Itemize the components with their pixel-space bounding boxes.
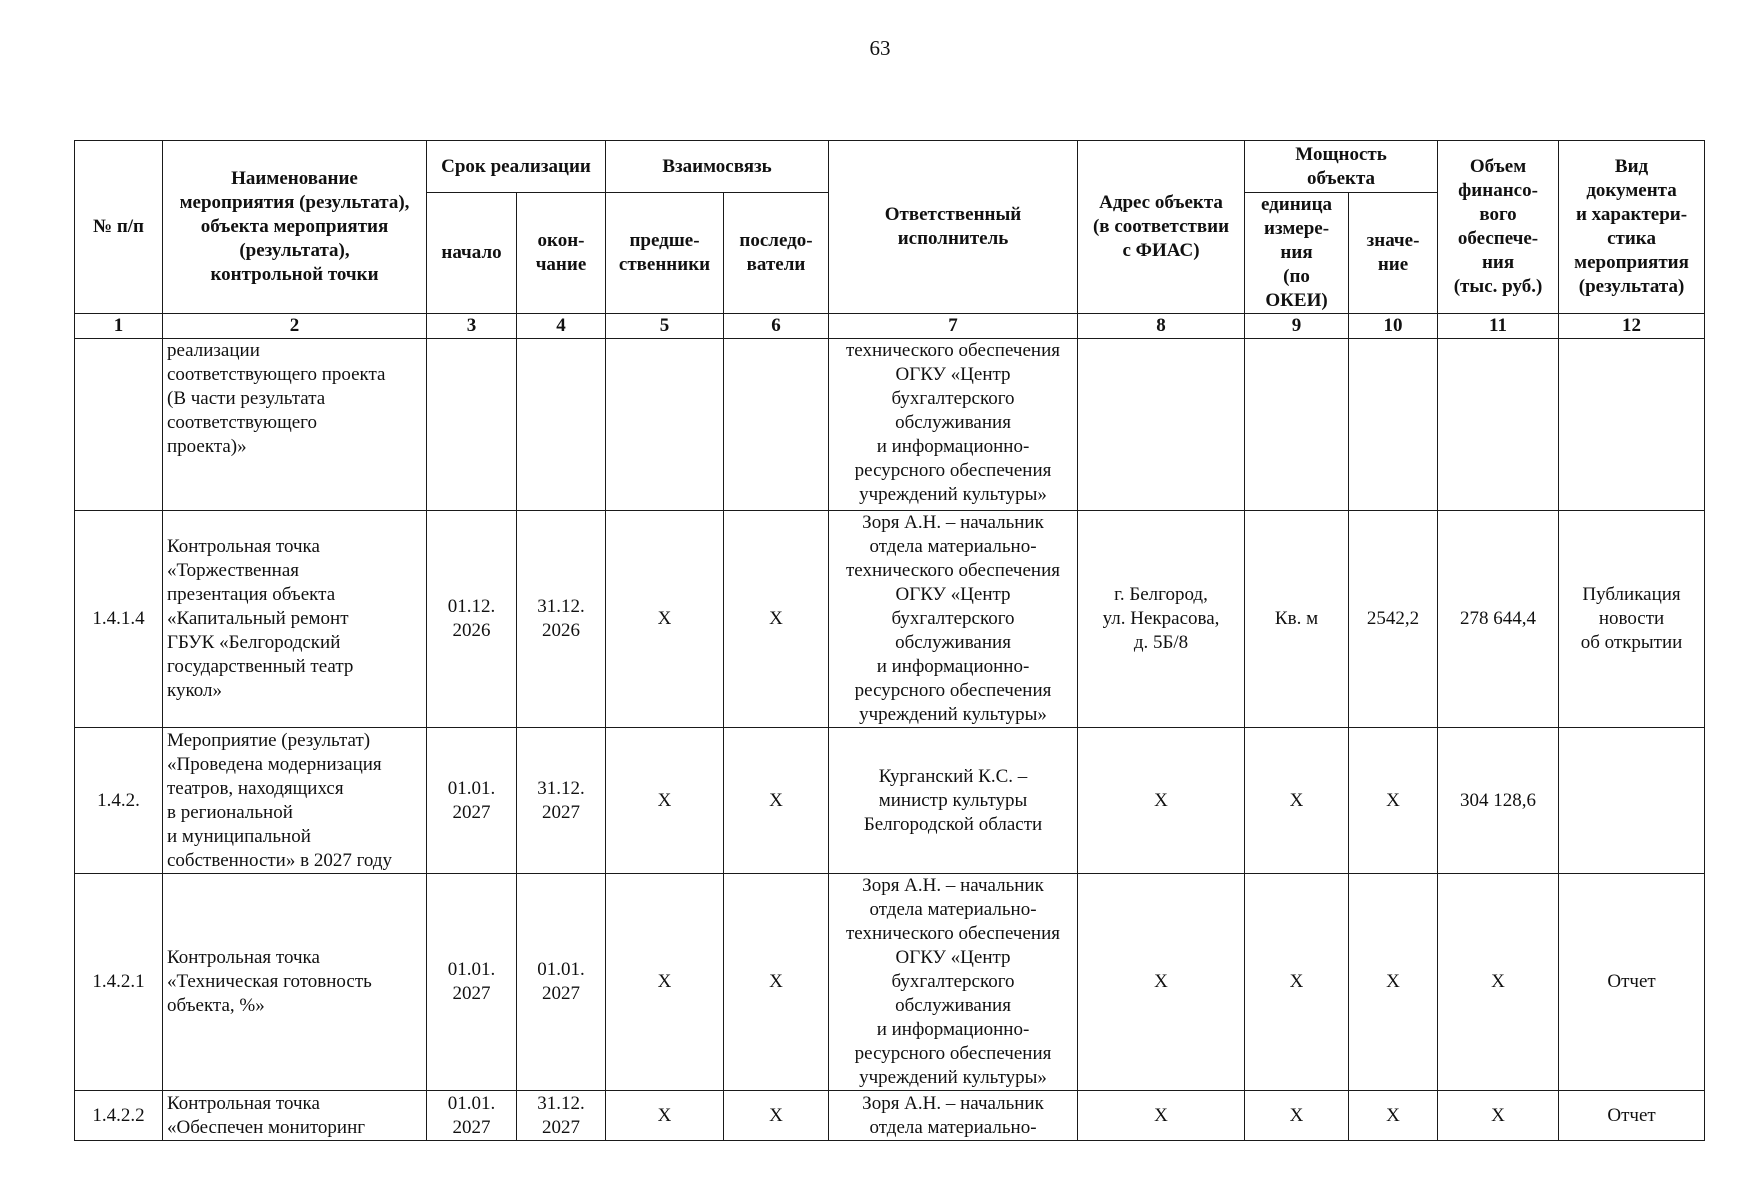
cell-funding: X xyxy=(1438,874,1559,1091)
cell-address: X xyxy=(1078,1091,1245,1141)
header-responsible: Ответственный исполнитель xyxy=(829,141,1078,314)
cell-value: 2542,2 xyxy=(1349,511,1438,728)
cell-end: 31.12. 2027 xyxy=(517,1091,606,1141)
header-start: начало xyxy=(427,193,517,314)
cell-unit: X xyxy=(1245,1091,1349,1141)
cell-end: 31.12. 2026 xyxy=(517,511,606,728)
column-number: 12 xyxy=(1559,314,1705,339)
cell-funding xyxy=(1438,339,1559,511)
column-number: 4 xyxy=(517,314,606,339)
cell-predecessors: X xyxy=(606,728,724,874)
header-end: окон- чание xyxy=(517,193,606,314)
cell-responsible: Зоря А.Н. – начальник отдела материально- xyxy=(829,1091,1078,1141)
cell-value: X xyxy=(1349,1091,1438,1141)
column-number: 6 xyxy=(724,314,829,339)
cell-successors xyxy=(724,339,829,511)
cell-value xyxy=(1349,339,1438,511)
cell-num: 1.4.2.2 xyxy=(75,1091,163,1141)
column-number-row xyxy=(75,314,1705,339)
page-number: 63 xyxy=(869,36,891,60)
cell-responsible: технического обеспечения ОГКУ «Центр бухгалтерского обслуживания и информационно- ресурсного обеспечения учреждений культуры» xyxy=(829,339,1078,511)
column-number: 1 xyxy=(75,314,163,339)
cell-doc: Отчет xyxy=(1559,1091,1705,1141)
table-row xyxy=(75,511,1705,728)
cell-predecessors: X xyxy=(606,874,724,1091)
cell-responsible: Зоря А.Н. – начальник отдела материально- технического обеспечения ОГКУ «Центр бухгалтерского обслуживания и информационно- ресурсного обеспечения учреждений культуры» xyxy=(829,874,1078,1091)
cell-address: г. Белгород, ул. Некрасова, д. 5Б/8 xyxy=(1078,511,1245,728)
table-row xyxy=(75,728,1705,874)
header-period: Срок реализации xyxy=(427,141,606,193)
header-capacity: Мощность объекта xyxy=(1245,141,1438,193)
cell-start xyxy=(427,339,517,511)
cell-unit xyxy=(1245,339,1349,511)
cell-responsible: Курганский К.С. – министр культуры Белгородской области xyxy=(829,728,1078,874)
cell-start: 01.01. 2027 xyxy=(427,874,517,1091)
cell-doc: Публикация новости об открытии xyxy=(1559,511,1705,728)
cell-unit: X xyxy=(1245,728,1349,874)
cell-successors: X xyxy=(724,1091,829,1141)
cell-predecessors: X xyxy=(606,511,724,728)
cell-successors: X xyxy=(724,511,829,728)
header-address: Адрес объекта (в соответствии с ФИАС) xyxy=(1078,141,1245,314)
cell-num: 1.4.1.4 xyxy=(75,511,163,728)
header-name: Наименование мероприятия (результата), объекта мероприятия (результата), контрольной точки xyxy=(163,141,427,314)
cell-name: Контрольная точка «Обеспечен мониторинг xyxy=(163,1091,427,1141)
cell-num: 1.4.2.1 xyxy=(75,874,163,1091)
cell-unit: Кв. м xyxy=(1245,511,1349,728)
cell-responsible: Зоря А.Н. – начальник отдела материально- технического обеспечения ОГКУ «Центр бухгалтерского обслуживания и информационно- ресурсного обеспечения учреждений культуры» xyxy=(829,511,1078,728)
cell-address: X xyxy=(1078,874,1245,1091)
column-number: 11 xyxy=(1438,314,1559,339)
cell-name: Мероприятие (результат) «Проведена модернизация театров, находящихся в региональной и муниципальной собственности» в 2027 году xyxy=(163,728,427,874)
cell-num: 1.4.2. xyxy=(75,728,163,874)
column-number: 3 xyxy=(427,314,517,339)
header-doc-type: Вид документа и характери- стика мероприятия (результата) xyxy=(1559,141,1705,314)
cell-end xyxy=(517,339,606,511)
column-number: 5 xyxy=(606,314,724,339)
cell-address: X xyxy=(1078,728,1245,874)
column-number: 7 xyxy=(829,314,1078,339)
table-row xyxy=(75,874,1705,1091)
cell-value: X xyxy=(1349,728,1438,874)
cell-name: Контрольная точка «Торжественная презентация объекта «Капитальный ремонт ГБУК «Белгородский государственный театр кукол» xyxy=(163,511,427,728)
header-funding: Объем финансо- вого обеспече- ния (тыс. руб.) xyxy=(1438,141,1559,314)
cell-doc xyxy=(1559,339,1705,511)
cell-doc: Отчет xyxy=(1559,874,1705,1091)
header-value: значе- ние xyxy=(1349,193,1438,314)
cell-start: 01.01. 2027 xyxy=(427,728,517,874)
cell-address xyxy=(1078,339,1245,511)
column-number: 9 xyxy=(1245,314,1349,339)
cell-num xyxy=(75,339,163,511)
cell-funding: X xyxy=(1438,1091,1559,1141)
cell-start: 01.01. 2027 xyxy=(427,1091,517,1141)
cell-funding: 278 644,4 xyxy=(1438,511,1559,728)
table-row xyxy=(75,1091,1705,1141)
header-successors: последо- ватели xyxy=(724,193,829,314)
header-num: № п/п xyxy=(75,141,163,314)
cell-end: 01.01. 2027 xyxy=(517,874,606,1091)
column-number: 2 xyxy=(163,314,427,339)
cell-unit: X xyxy=(1245,874,1349,1091)
header-unit: единица измере- ния (по ОКЕИ) xyxy=(1245,193,1349,314)
cell-name: реализации соответствующего проекта (В части результата соответствующего проекта)» xyxy=(163,339,427,511)
cell-name: Контрольная точка «Техническая готовность объекта, %» xyxy=(163,874,427,1091)
table-row xyxy=(75,339,1705,511)
header-relation: Взаимосвязь xyxy=(606,141,829,193)
cell-end: 31.12. 2027 xyxy=(517,728,606,874)
cell-successors: X xyxy=(724,728,829,874)
cell-doc xyxy=(1559,728,1705,874)
cell-predecessors xyxy=(606,339,724,511)
activities-table xyxy=(74,140,1705,1141)
cell-value: X xyxy=(1349,874,1438,1091)
cell-funding: 304 128,6 xyxy=(1438,728,1559,874)
cell-successors: X xyxy=(724,874,829,1091)
column-number: 10 xyxy=(1349,314,1438,339)
header-row-1 xyxy=(75,141,1705,193)
cell-start: 01.12. 2026 xyxy=(427,511,517,728)
column-number: 8 xyxy=(1078,314,1245,339)
cell-predecessors: X xyxy=(606,1091,724,1141)
header-predecessors: предше- ственники xyxy=(606,193,724,314)
